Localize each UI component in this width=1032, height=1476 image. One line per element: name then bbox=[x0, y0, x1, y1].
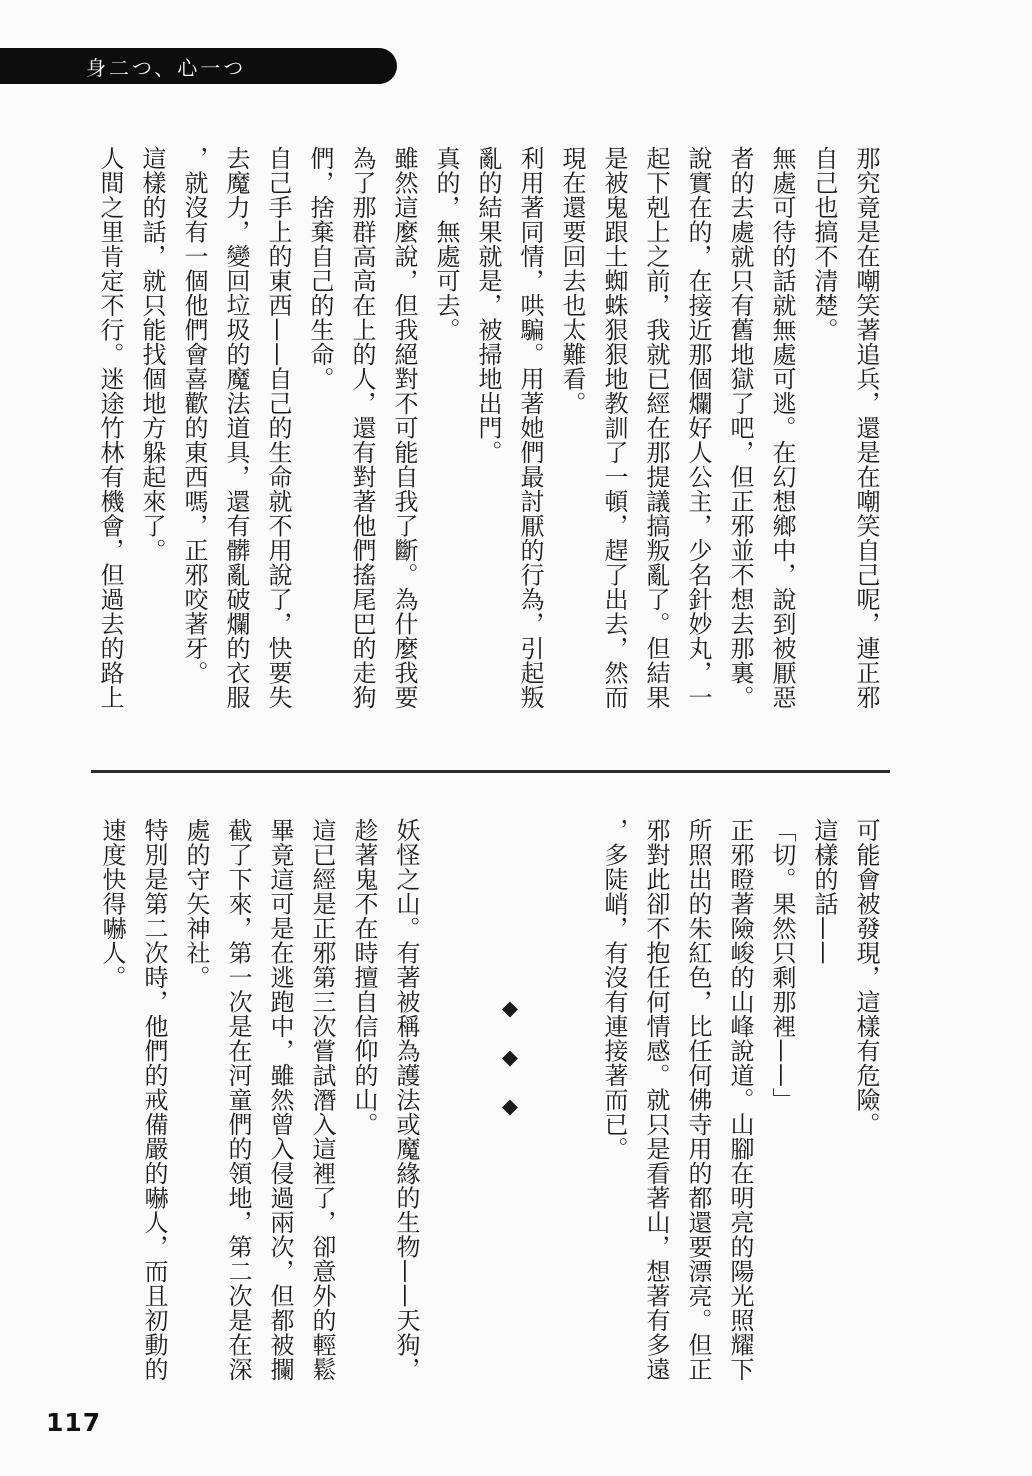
text-column: 這已經是正邪第三次嘗試潛入這裡了，卻意外的輕鬆 bbox=[308, 818, 336, 1382]
text-column: 說實在的，在接近那個爛好人公主，少名針妙丸，一 bbox=[684, 146, 712, 710]
text-column: ，就沒有一個他們會喜歡的東西嗎，正邪咬著牙。 bbox=[180, 146, 208, 685]
text-column: 人間之里肯定不行。迷途竹林有機會，但過去的路上 bbox=[96, 146, 124, 710]
scene-break-diamonds: ◆◆◆ bbox=[498, 996, 522, 1143]
text-column: 那究竟是在嘲笑著追兵，還是在嘲笑自己呢，連正邪 bbox=[852, 146, 880, 710]
text-column: 這樣的話—— bbox=[810, 818, 838, 965]
text-column: 可能會被發現，這樣有危險。 bbox=[852, 818, 880, 1137]
text-column: 起下剋上之前，我就已經在那提議搞叛亂了。但結果 bbox=[642, 146, 670, 710]
text-column: 速度快得嚇人。 bbox=[98, 818, 126, 990]
text-column: 現在還要回去也太難看。 bbox=[558, 146, 586, 416]
text-column: ，多陡峭，有沒有連接著而已。 bbox=[600, 818, 628, 1161]
text-column: 正邪瞪著險峻的山峰說道。山腳在明亮的陽光照耀下 bbox=[726, 818, 754, 1382]
text-column: 去魔力，變回垃圾的魔法道具，還有髒亂破爛的衣服 bbox=[222, 146, 250, 710]
text-column: 利用著同情，哄騙。用著她們最討厭的行為，引起叛 bbox=[516, 146, 544, 710]
top-text-block bbox=[89, 146, 887, 738]
text-column: 者的去處就只有舊地獄了吧，但正邪並不想去那裏。 bbox=[726, 146, 754, 710]
text-column: 「切。果然只剩那裡——」 bbox=[768, 818, 796, 1112]
text-column: 亂的結果就是，被掃地出門。 bbox=[474, 146, 502, 465]
text-column: 邪對此卻不抱任何情感。就只是看著山，想著有多遠 bbox=[642, 818, 670, 1382]
text-column: 自己也搞不清楚。 bbox=[810, 146, 838, 342]
text-column: 截了下來，第一次是在河童們的領地，第二次是在深 bbox=[224, 818, 252, 1382]
text-column: 畢竟這可是在逃跑中，雖然曾入侵過兩次，但都被攔 bbox=[266, 818, 294, 1382]
text-column: 真的，無處可去。 bbox=[432, 146, 460, 342]
text-column: 們，捨棄自己的生命。 bbox=[306, 146, 334, 391]
text-column: 雖然這麼說，但我絕對不可能自我了斷。為什麼我要 bbox=[390, 146, 418, 710]
text-column: 所照出的朱紅色，比任何佛寺用的都還要漂亮。但正 bbox=[684, 818, 712, 1382]
text-column: 妖怪之山。有著被稱為護法或魔緣的生物——天狗， bbox=[392, 818, 420, 1382]
text-column: 無處可待的話就無處可逃。在幻想鄉中，說到被厭惡 bbox=[768, 146, 796, 710]
chapter-banner bbox=[0, 48, 397, 84]
text-column: 自己手上的東西——自己的生命就不用說了，快要失 bbox=[264, 146, 292, 710]
text-column: 處的守矢神社。 bbox=[182, 818, 210, 990]
text-column: 趁著鬼不在時擅自信仰的山。 bbox=[350, 818, 378, 1137]
bottom-text-block bbox=[91, 818, 887, 1414]
text-column: 是被鬼跟土蜘蛛狠狠地教訓了一頓，趕了出去，然而 bbox=[600, 146, 628, 710]
text-column: 為了那群高高在上的人，還有對著他們搖尾巴的走狗 bbox=[348, 146, 376, 710]
text-column: 這樣的話，就只能找個地方躲起來了。 bbox=[138, 146, 166, 563]
section-divider-line bbox=[91, 770, 890, 773]
chapter-title: 身二つ、心一つ bbox=[86, 55, 247, 80]
page-number: 117 bbox=[46, 1408, 102, 1437]
text-column: 特別是第二次時，他們的戒備嚴的嚇人，而且初動的 bbox=[140, 818, 168, 1382]
